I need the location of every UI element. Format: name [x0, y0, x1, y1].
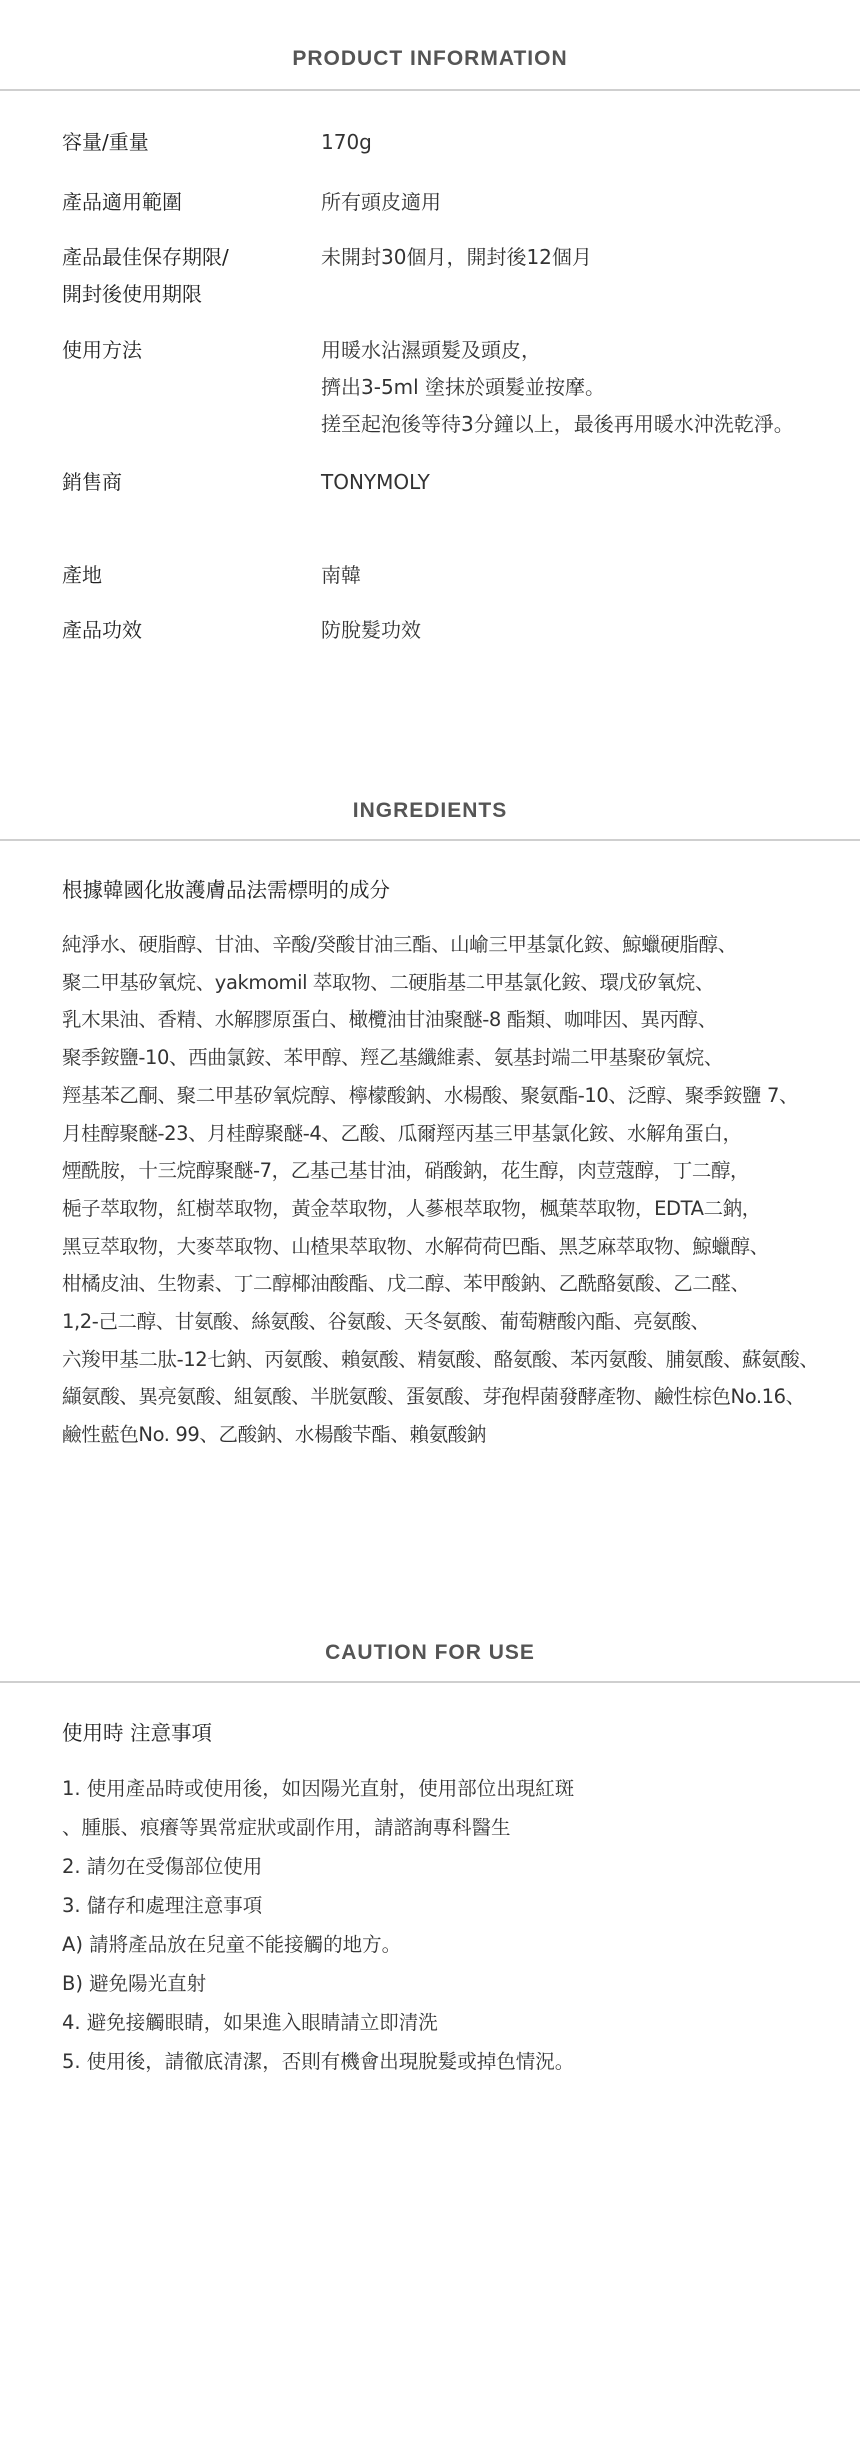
info-value-line: 用暖水沾濕頭髮及頭皮， [321, 338, 541, 362]
caution-line: 4. 避免接觸眼睛，如果進入眼睛請立即清洗 [62, 2011, 438, 2034]
caution-line: 5. 使用後，請徹底清潔，否則有機會出現脫髮或掉色情況。 [62, 2050, 575, 2073]
ingredients-line: 六羧甲基二肽-12七鈉、丙氨酸、賴氨酸、精氨酸、酪氨酸、苯丙氨酸、脯氨酸、蘇氨酸、 [62, 1347, 819, 1371]
caution-title: CAUTION FOR USE [325, 1641, 535, 1664]
info-value-line: 未開封30個月，開封後12個月 [321, 245, 592, 269]
info-value [321, 124, 860, 161]
info-value-line: 所有頭皮適用 [321, 190, 441, 214]
ingredients-divider [0, 839, 860, 841]
product-information-divider [0, 89, 860, 91]
ingredients-line: 羥基苯乙酮、聚二甲基矽氧烷醇、檸檬酸鈉、水楊酸、聚氨酯-10、泛醇、聚季銨鹽 7、 [62, 1083, 799, 1107]
info-label [62, 184, 312, 221]
caution-line: A) 請將產品放在兒童不能接觸的地方。 [62, 1933, 402, 1956]
info-label-line: 容量/重量 [62, 130, 149, 154]
ingredients-line: 純淨水、硬脂醇、甘油、辛酸/癸酸甘油三酯、山崳三甲基氯化銨、鯨蠟硬脂醇、 [62, 933, 737, 956]
info-value-line: 搓至起泡後等待3分鐘以上，最後再用暖水沖洗乾淨。 [321, 412, 794, 436]
info-label-line: 開封後使用期限 [62, 282, 202, 306]
caution-line: 3. 儲存和處理注意事項 [62, 1894, 263, 1917]
ingredients-line: 1,2-己二醇、甘氨酸、絲氨酸、谷氨酸、天冬氨酸、葡萄糖酸內酯、亮氨酸、 [62, 1310, 710, 1334]
ingredients-line: 煙酰胺，十三烷醇聚醚-7，乙基己基甘油，硝酸鈉，花生醇，肉荳蔻醇，丁二醇， [62, 1159, 750, 1183]
info-value [321, 239, 860, 276]
info-value-line: TONYMOLY [321, 470, 430, 494]
info-label [62, 464, 312, 501]
caution-list [62, 1769, 822, 2081]
ingredients-line: 聚季銨鹽-10、西曲氯銨、苯甲醇、羥乙基纖維素、氨基封端二甲基聚矽氧烷、 [62, 1046, 723, 1070]
ingredients-subtitle: 根據韓國化妝護膚品法需標明的成分 [62, 878, 390, 902]
info-label-line: 產品功效 [62, 618, 142, 642]
caution-line: 、腫脹、痕癢等異常症狀或副作用，請諮詢專科醫生 [62, 1816, 511, 1839]
info-label-line: 產品適用範圍 [62, 190, 182, 214]
ingredients-line: 柑橘皮油、生物素、丁二醇椰油酸酯、戊二醇、苯甲酸鈉、乙酰酪氨酸、乙二醛、 [62, 1272, 750, 1296]
ingredients-line: 乳木果油、香精、水解膠原蛋白、橄欖油甘油聚醚-8 酯類、咖啡因、異丙醇、 [62, 1008, 717, 1032]
info-label [62, 239, 312, 313]
info-value [321, 332, 860, 443]
ingredients-title: INGREDIENTS [352, 799, 508, 822]
caution-subtitle: 使用時 注意事項 [62, 1721, 213, 1745]
info-value [321, 184, 860, 221]
info-label-line: 銷售商 [62, 470, 122, 494]
caution-line: 2. 請勿在受傷部位使用 [62, 1855, 263, 1878]
info-value-line: 170g [321, 130, 372, 154]
info-value-line: 南韓 [321, 563, 361, 587]
info-label-line: 產地 [62, 563, 102, 587]
ingredients-line: 鹼性藍色No. 99、乙酸鈉、水楊酸芐酯、賴氨酸鈉 [62, 1423, 486, 1447]
info-value-line: 擠出3-5ml 塗抹於頭髮並按摩。 [321, 375, 606, 399]
info-label [62, 557, 312, 594]
ingredients-line: 月桂醇聚醚-23、月桂醇聚醚-4、乙酸、瓜爾羥丙基三甲基氯化銨、水解角蛋白， [62, 1121, 742, 1145]
ingredients-line: 纈氨酸、異亮氨酸、組氨酸、半胱氨酸、蛋氨酸、芽孢桿菌發酵產物、鹼性棕色No.16、 [62, 1385, 805, 1409]
info-label [62, 124, 312, 161]
info-label [62, 612, 312, 649]
ingredients-list [62, 926, 822, 1454]
ingredients-line: 聚二甲基矽氧烷、yakmomil 萃取物、二硬脂基二甲基氯化銨、環戊矽氧烷、 [62, 970, 715, 994]
caution-line: B) 避免陽光直射 [62, 1972, 207, 1995]
caution-line: 1. 使用產品時或使用後，如因陽光直射，使用部位出現紅斑 [62, 1777, 575, 1800]
info-value [321, 557, 860, 594]
ingredients-line: 黑豆萃取物，大麥萃取物、山楂果萃取物、水解荷荷巴酯、黑芝麻萃取物、鯨蠟醇、 [62, 1234, 769, 1258]
info-label-line: 使用方法 [62, 338, 142, 362]
info-label-line: 產品最佳保存期限/ [62, 245, 229, 269]
info-value [321, 464, 860, 501]
caution-divider [0, 1681, 860, 1683]
info-label [62, 332, 312, 369]
ingredients-line: 梔子萃取物，紅樹萃取物，黃金萃取物，人蔘根萃取物，楓葉萃取物，EDTA二鈉， [62, 1196, 761, 1220]
info-value [321, 612, 860, 649]
info-value-line: 防脫髮功效 [321, 618, 421, 642]
product-information-title: PRODUCT INFORMATION [292, 47, 568, 70]
